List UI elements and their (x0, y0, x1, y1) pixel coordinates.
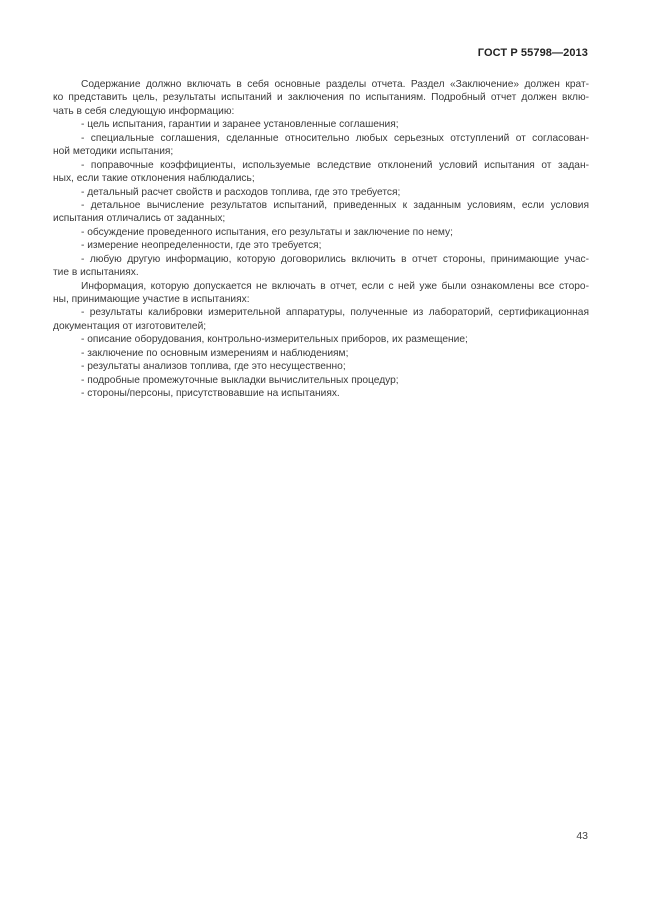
document-body (53, 78, 589, 401)
text-line: ны, принимающие участие в испытаниях: (53, 294, 250, 305)
text-line: - описание оборудования, контрольно-измерительных приборов, их размещение; (81, 334, 468, 346)
text-line: тие в испытаниях. (53, 267, 139, 279)
text-line: чать в себя следующую информацию: (53, 105, 235, 117)
text-line: - заключение по основным измерениям и наблюдениям; (81, 347, 349, 359)
text-line: - любую другую информацию, которую договорились включить в отчет стороны, принимающие учас- (81, 253, 589, 265)
text-line: - стороны/персоны, присутствовавшие на испытаниях. (81, 388, 340, 400)
text-line: ной методики испытания; (53, 146, 174, 158)
text-line: - результаты калибровки измерительной аппаратуры, полученные из лабораторий, сертификационная (81, 307, 589, 319)
text-line: - подробные промежуточные выкладки вычислительных процедур; (81, 374, 399, 386)
text-line: ко представить цель, результаты испытаний и заключения по испытаниям. Подробный отчет должен вклю- (53, 92, 589, 104)
text-line: испытания отличались от заданных; (53, 213, 226, 225)
text-line: - детальное вычисление результатов испытаний, приведенных к заданным условиям, если условия (81, 199, 589, 211)
text-line: - цель испытания, гарантии и заранее установленные соглашения; (81, 119, 399, 131)
text-line: - результаты анализов топлива, где это несущественно; (81, 361, 346, 373)
text-line: Информация, которую допускается не включать в отчет, если с ней уже были ознакомлены все сторо- (81, 280, 589, 292)
text-line: - специальные соглашения, сделанные относительно любых серьезных отступлений от согласован- (81, 132, 589, 144)
text-line: - детальный расчет свойств и расходов топлива, где это требуется; (81, 186, 401, 198)
text-line: документация от изготовителей; (53, 320, 207, 332)
text-line: Содержание должно включать в себя основные разделы отчета. Раздел «Заключение» должен крат- (81, 79, 589, 90)
text-line: - измерение неопределенности, где это требуется; (81, 240, 322, 252)
text-line: - поправочные коэффициенты, используемые вследствие отклонений условий испытания от задан- (81, 159, 589, 171)
document-header-standard: ГОСТ Р 55798—2013 (477, 47, 588, 59)
text-line: - обсуждение проведенного испытания, его результаты и заключение по нему; (81, 226, 453, 238)
text-line: ных, если такие отклонения наблюдались; (53, 173, 255, 185)
page-number: 43 (576, 830, 588, 842)
